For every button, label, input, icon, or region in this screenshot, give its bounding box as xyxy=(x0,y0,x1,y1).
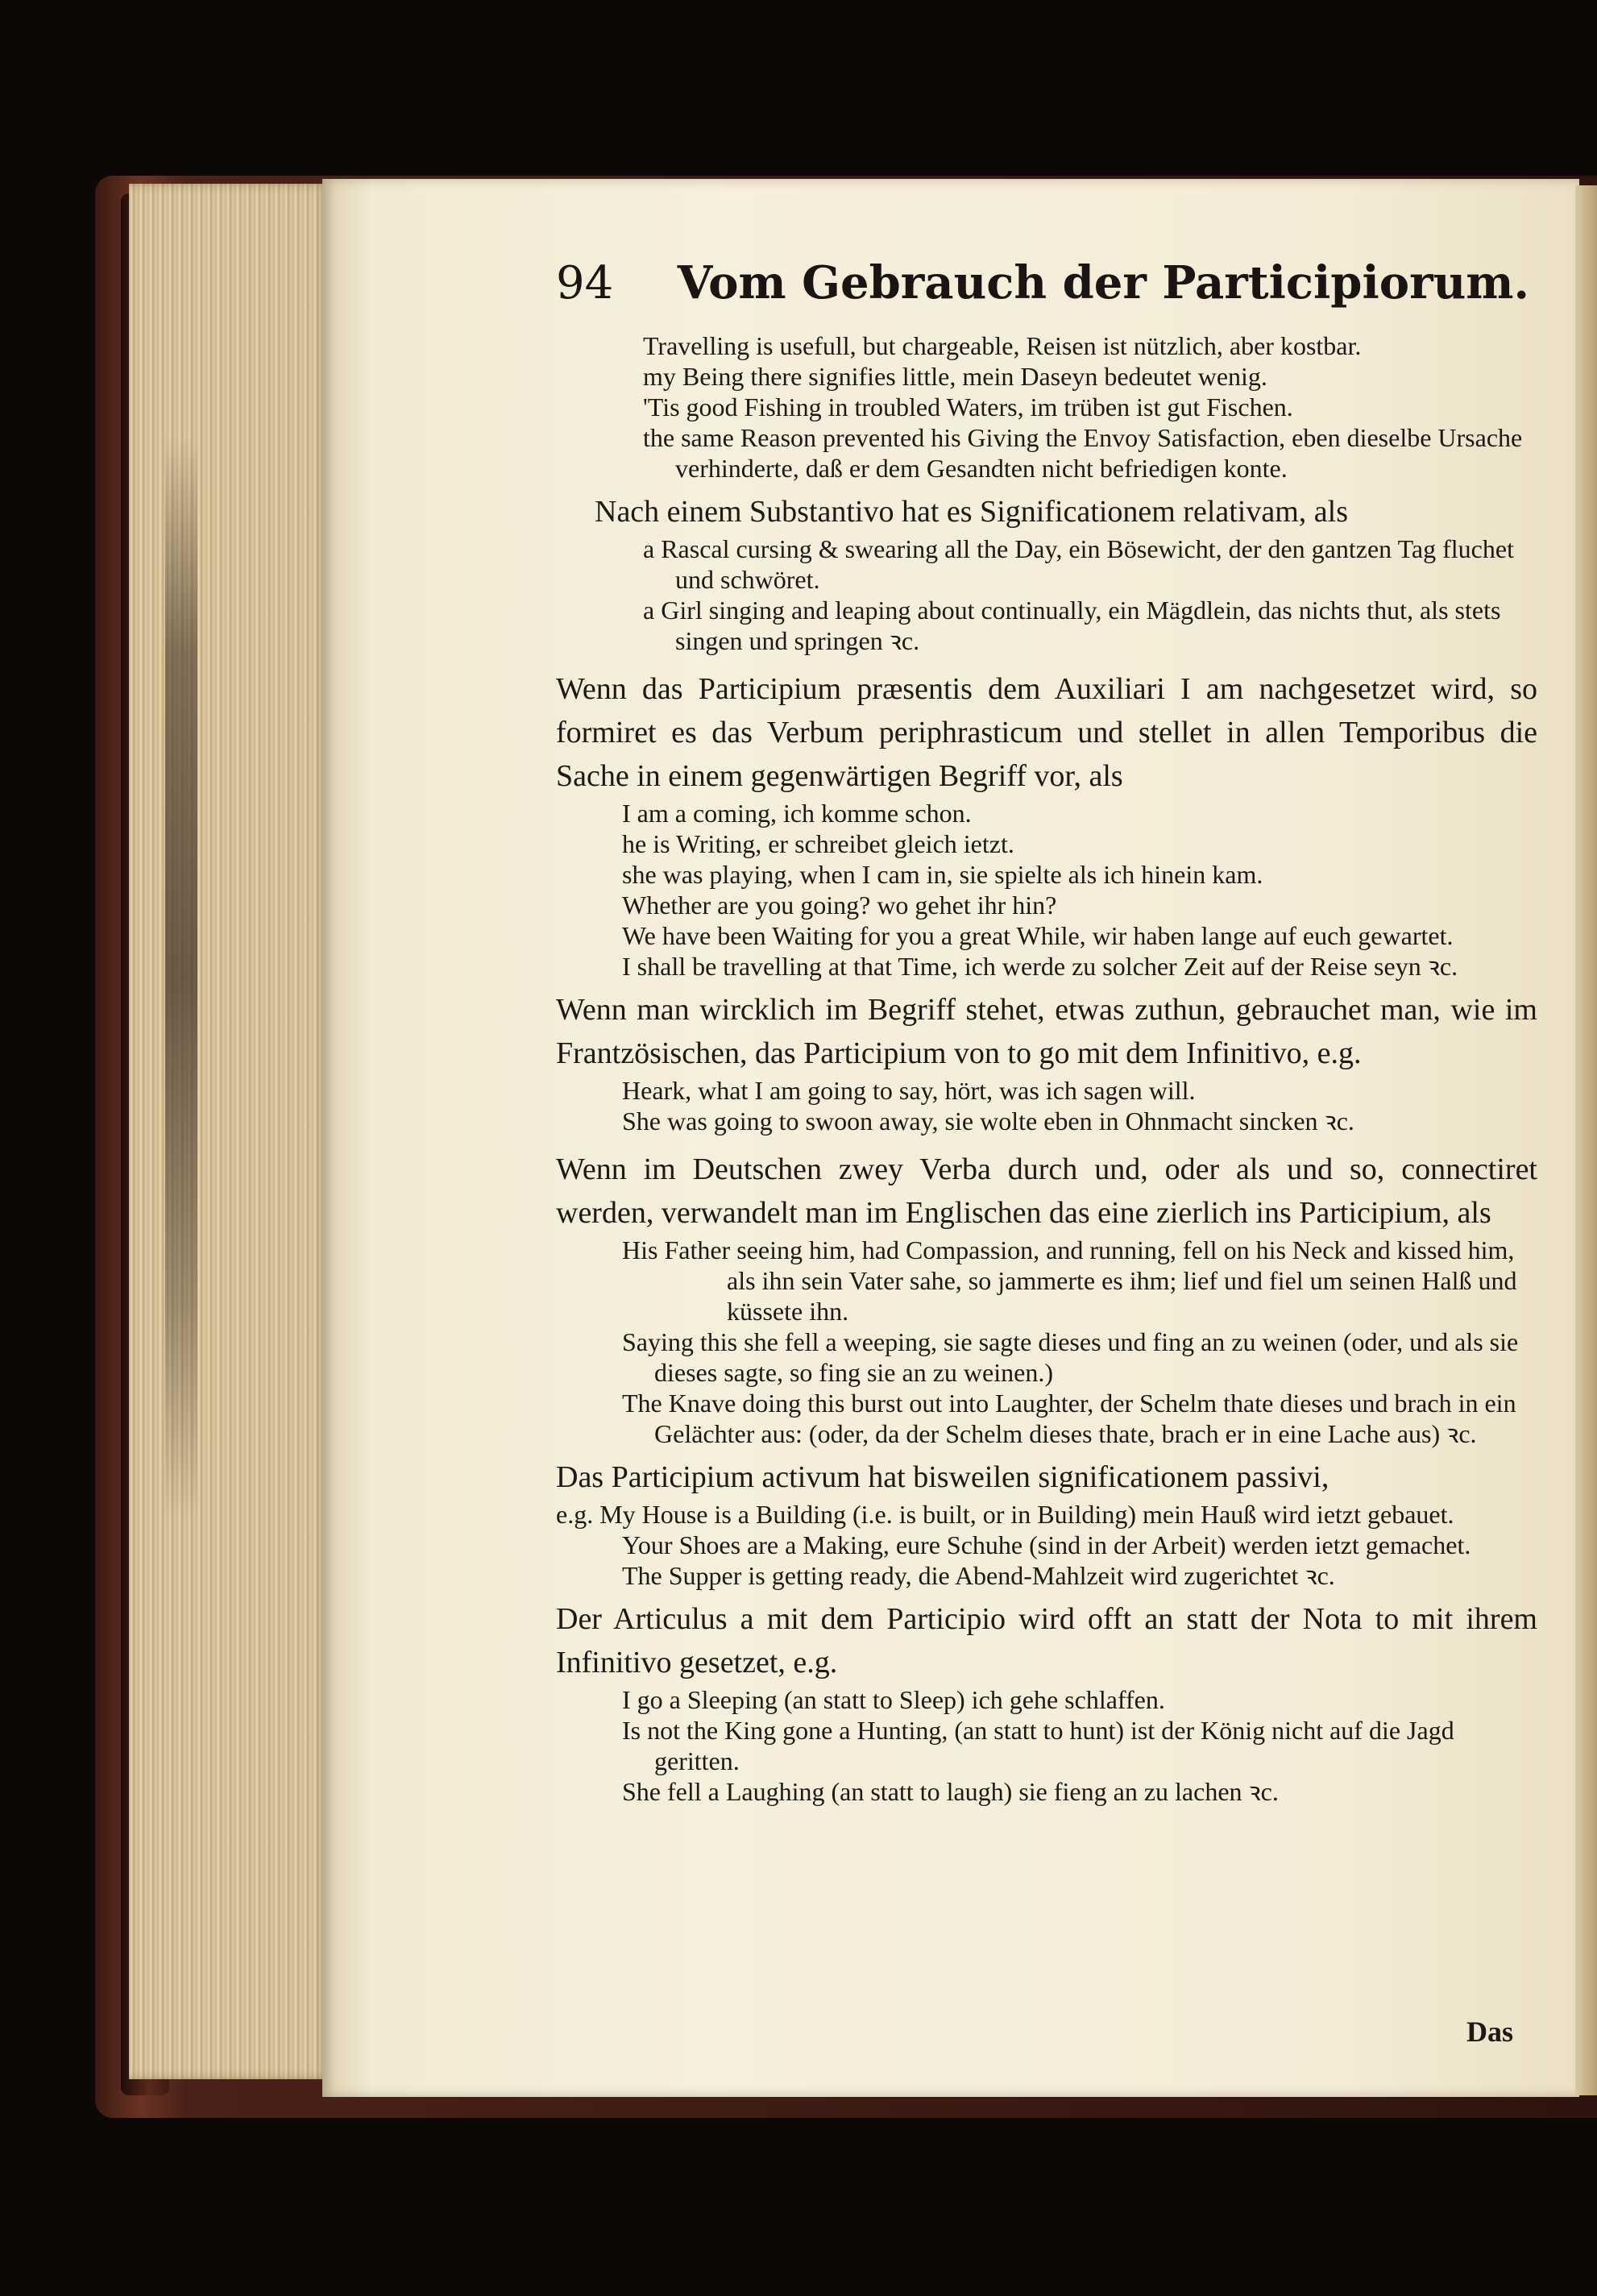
rule-paragraph: Wenn im Deutschen zwey Verba durch und, oder als und so, connectiret werden, verwandelt man im Englischen das eine zierlich ins Participium, als xyxy=(556,1152,1537,1230)
example-line: His Father seeing him, had Compassion, and running, fell on his Neck and kissed him, als ihn sein Vater sahe, so jammerte es ihm; lief und fiel um seinen Halß und küssete ihn. xyxy=(622,1235,1517,1326)
example-line: a Girl singing and leaping about continually, ein Mägdlein, das nichts thut, als stets singen und springen ꝛc. xyxy=(643,596,1501,655)
example-line: She fell a Laughing (an statt to laugh) sie fieng an zu lachen ꝛc. xyxy=(622,1777,1279,1806)
example-line: my Being there signifies little, mein Daseyn bedeutet wenig. xyxy=(643,362,1267,391)
rule-paragraph: Nach einem Substantivo hat es Significationem relativam, als xyxy=(595,495,1348,529)
example-line: a Rascal cursing & swearing all the Day, ein Bösewicht, der den gantzen Tag fluchet und schwöret. xyxy=(643,534,1514,594)
example-line: The Supper is getting ready, die Abend-Mahlzeit wird zugerichtet ꝛc. xyxy=(622,1561,1335,1590)
example-line: I go a Sleeping (an statt to Sleep) ich gehe schlaffen. xyxy=(622,1685,1165,1714)
example-line: She was going to swoon away, sie wolte eben in Ohnmacht sincken ꝛc. xyxy=(622,1106,1354,1136)
example-line: Your Shoes are a Making, eure Schuhe (sind in der Arbeit) werden ietzt gemachet. xyxy=(622,1530,1471,1559)
example-line: Saying this she fell a weeping, sie sagte dieses und fing an zu weinen (oder, und als sie dieses sagte, so fing sie an zu weinen.) xyxy=(622,1327,1519,1387)
example-line: Heark, what I am going to say, hört, was ich sagen will. xyxy=(622,1076,1196,1105)
page-edge-stain xyxy=(165,435,197,1523)
example-line: Is not the King gone a Hunting, (an statt to hunt) ist der König nicht auf die Jagd geritten. xyxy=(622,1716,1454,1775)
catchword: Das xyxy=(1466,2016,1514,2048)
example-line: Travelling is usefull, but chargeable, Reisen ist nützlich, aber kostbar. xyxy=(643,331,1362,360)
page-title: Vom Gebrauch der Participiorum. xyxy=(677,256,1530,309)
rule-paragraph: Das Participium activum hat bisweilen significationem passivi, xyxy=(556,1460,1329,1494)
page-right-edge xyxy=(1575,185,1597,2095)
page-body xyxy=(556,330,1537,1807)
example-line: Whether are you going? wo gehet ihr hin? xyxy=(622,891,1057,920)
example-line: e.g. My House is a Building (i.e. is built, or in Building) mein Hauß wird ietzt gebauet. xyxy=(556,1500,1454,1529)
example-line: she was playing, when I cam in, sie spielte als ich hinein kam. xyxy=(622,860,1263,889)
rule-paragraph: Der Articulus a mit dem Participio wird offt an statt der Nota to mit ihrem Infinitivo gesetzet, e.g. xyxy=(556,1602,1537,1679)
example-line: I shall be travelling at that Time, ich werde zu solcher Zeit auf der Reise seyn ꝛc. xyxy=(622,952,1458,981)
example-line: We have been Waiting for you a great While, wir haben lange auf euch gewartet. xyxy=(622,921,1454,950)
page-header xyxy=(556,256,1529,309)
example-line: 'Tis good Fishing in troubled Waters, im trüben ist gut Fischen. xyxy=(643,392,1293,421)
example-line: the same Reason prevented his Giving the Envoy Satisfaction, eben dieselbe Ursache verhinderte, daß er dem Gesandten nicht befriedigen konte. xyxy=(643,423,1523,483)
page-edges xyxy=(129,184,330,2079)
rule-paragraph: Wenn das Participium præsentis dem Auxiliari I am nachgesetzet wird, so formiret es das Verbum periphrasticum und stellet in allen Temporibus die Sache in einem gegenwärtigen Begriff vor, als xyxy=(556,672,1537,793)
page-number: 94 xyxy=(556,257,614,309)
example-line: The Knave doing this burst out into Laughter, der Schelm thate dieses und brach in ein Gelächter aus: (oder, da der Schelm dieses thate, brach er in eine Lache aus) ꝛc. xyxy=(622,1389,1516,1448)
rule-paragraph: Wenn man wircklich im Begriff stehet, etwas zuthun, gebrauchet man, wie im Frantzösischen, das Participium von to go mit dem Infinitivo, e.g. xyxy=(556,993,1537,1070)
example-line: he is Writing, er schreibet gleich ietzt. xyxy=(622,829,1014,858)
example-line: I am a coming, ich komme schon. xyxy=(622,799,972,828)
